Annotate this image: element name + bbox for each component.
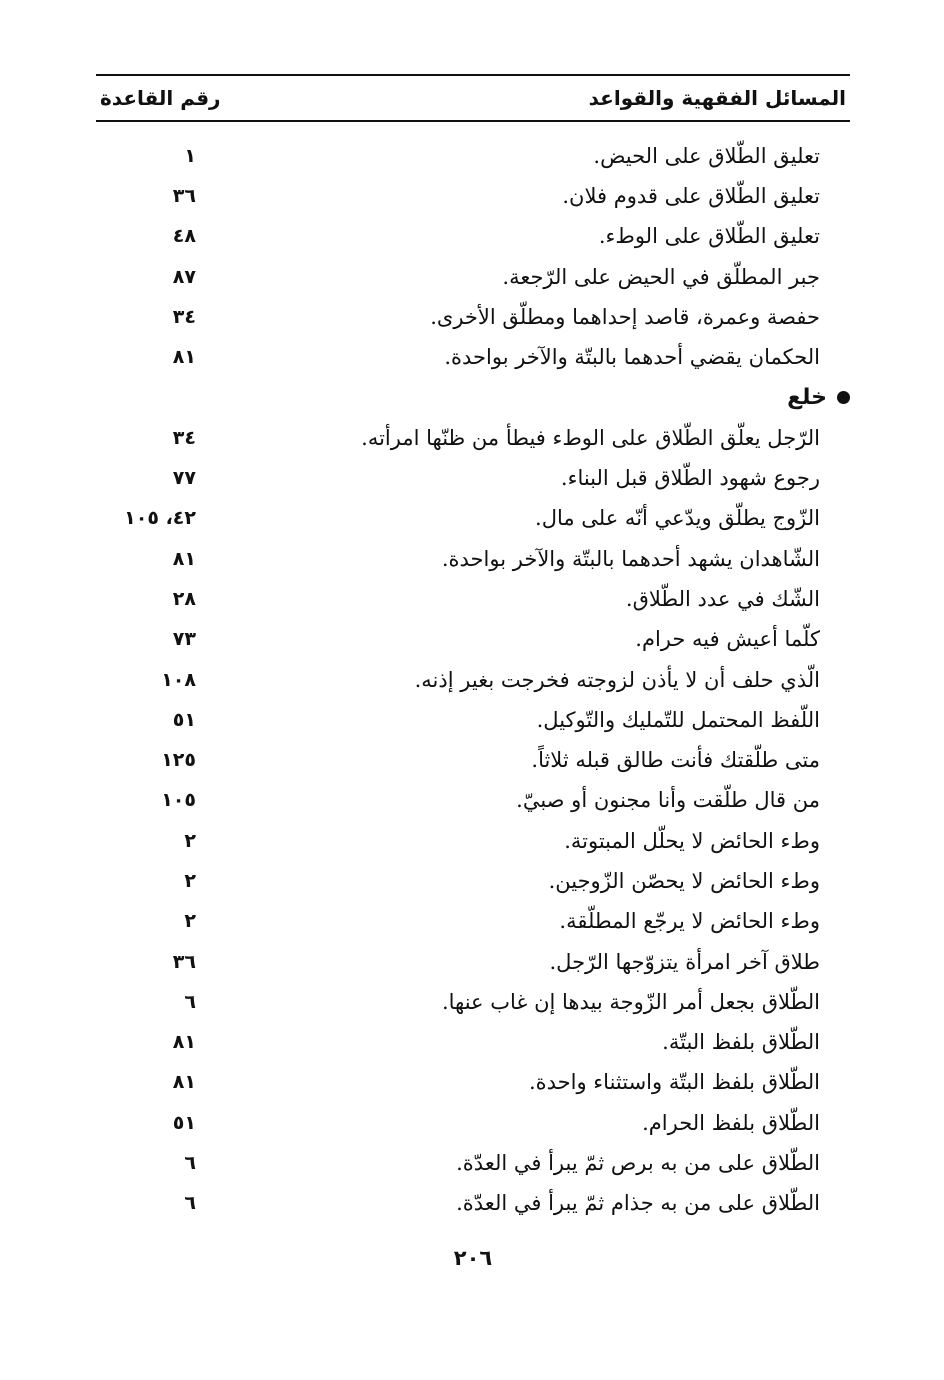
index-row (96, 176, 850, 216)
entry-text: الطّلاق بلفظ البتّة واستثناء واحدة. (528, 1070, 820, 1095)
entry-ref: ٢ (184, 910, 196, 933)
entry-text: طلاق آخر امرأة يتزوّجها الرّجل. (549, 949, 820, 974)
index-row (96, 781, 850, 821)
entry-ref: ٨١ (172, 1031, 196, 1054)
entry-ref: ١٠٨ (161, 668, 196, 691)
entry-text: تعليق الطّلاق على قدوم فلان. (562, 183, 820, 208)
entry-ref: ٤٨ (172, 225, 196, 248)
entry-text: الطّلاق بلفظ البتّة. (662, 1030, 820, 1055)
entry-ref: ٦ (184, 1152, 196, 1175)
entry-text: من قال طلّقت وأنا مجنون أو صبيّ. (516, 788, 820, 813)
bullet-icon (837, 391, 850, 404)
entry-text: كلّما أعيش فيه حرام. (635, 627, 820, 652)
index-row (96, 297, 850, 337)
entry-text: رجوع شهود الطّلاق قبل البناء. (560, 466, 820, 491)
entry-text: الطّلاق على من به برص ثمّ يبرأ في العدّة. (456, 1151, 820, 1176)
index-row (96, 217, 850, 257)
index-row (96, 942, 850, 982)
index-row (96, 620, 850, 660)
index-row (96, 1103, 850, 1143)
entry-text: الطّلاق بلفظ الحرام. (642, 1110, 820, 1135)
entry-ref: ٢ (184, 869, 196, 892)
entry-ref: ٢٨ (172, 587, 196, 610)
entry-text: الزّوج يطلّق ويدّعي أنّه على مال. (535, 506, 820, 531)
entry-text: وطء الحائض لا يرجّع المطلّقة. (559, 909, 820, 934)
entry-ref: ٦ (184, 1192, 196, 1215)
index-row (96, 861, 850, 901)
entry-ref: ٥١ (172, 1111, 196, 1134)
entry-ref: ٨١ (172, 1071, 196, 1094)
entry-ref: ٨١ (172, 547, 196, 570)
entry-text: وطء الحائض لا يحلّل المبتوتة. (564, 828, 820, 853)
entry-ref: ٧٧ (172, 467, 196, 490)
entry-text: تعليق الطّلاق على الوطء. (598, 224, 820, 249)
entry-ref: ٣٦ (172, 950, 196, 973)
index-row (96, 579, 850, 619)
entry-ref: ٢ (184, 829, 196, 852)
section-heading (96, 378, 850, 418)
entry-text: الرّجل يعلّق الطّلاق على الوطء فيطأ من ظنّها امرأته. (361, 425, 820, 450)
index-row (96, 458, 850, 498)
index-row (96, 257, 850, 297)
entry-text: حفصة وعمرة، قاصد إحداهما ومطلّق الأخرى. (430, 304, 820, 329)
index-row (96, 740, 850, 780)
entry-text: وطء الحائض لا يحصّن الزّوجين. (548, 868, 820, 893)
entry-text: اللّفظ المحتمل للتّمليك والتّوكيل. (536, 707, 820, 732)
entry-text: الحكمان يقضي أحدهما بالبتّة والآخر بواحدة. (444, 345, 820, 370)
running-header (96, 74, 850, 122)
entry-text: الطّلاق بجعل أمر الزّوجة بيدها إن غاب عنها. (441, 989, 820, 1014)
index-row (96, 418, 850, 458)
entry-ref: ٣٤ (172, 426, 196, 449)
document-page (96, 0, 850, 1380)
entry-ref: ١٠٥ (161, 789, 196, 812)
entry-ref: ١٢٥ (161, 749, 196, 772)
entry-ref: ٤٢، ١٠٥ (124, 507, 196, 530)
header-rule-column: رقم القاعدة (100, 86, 221, 110)
entry-ref: ١ (184, 144, 196, 167)
index-row (96, 1063, 850, 1103)
header-title: المسائل الفقهية والقواعد (588, 86, 846, 110)
entry-ref: ٨٧ (172, 265, 196, 288)
index-row (96, 660, 850, 700)
entry-ref: ٦ (184, 990, 196, 1013)
index-row (96, 337, 850, 377)
entry-text: متى طلّقتك فأنت طالق قبله ثلاثاً. (531, 748, 820, 773)
index-row (96, 539, 850, 579)
index-row (96, 700, 850, 740)
entry-text: الشّاهدان يشهد أحدهما بالبتّة والآخر بواحدة. (441, 546, 820, 571)
entry-text: جبر المطلّق في الحيض على الرّجعة. (502, 264, 820, 289)
index-row (96, 821, 850, 861)
index-row (96, 499, 850, 539)
index-row (96, 982, 850, 1022)
index-list (96, 136, 850, 1224)
index-row (96, 902, 850, 942)
entry-text: الشّك في عدد الطّلاق. (625, 586, 820, 611)
entry-ref: ٣٤ (172, 305, 196, 328)
index-row (96, 1023, 850, 1063)
index-row (96, 136, 850, 176)
section-heading-text: خلع (787, 385, 827, 411)
entry-text: تعليق الطّلاق على الحيض. (593, 143, 820, 168)
entry-ref: ٥١ (172, 708, 196, 731)
entry-ref: ٨١ (172, 346, 196, 369)
entry-text: الّذي حلف أن لا يأذن لزوجته فخرجت بغير إذنه. (414, 667, 820, 692)
page-number: ٢٠٦ (453, 1246, 493, 1270)
entry-ref: ٧٣ (172, 628, 196, 651)
index-row (96, 1143, 850, 1183)
entry-ref: ٣٦ (172, 184, 196, 207)
index-row (96, 1184, 850, 1224)
entry-text: الطّلاق على من به جذام ثمّ يبرأ في العدّة. (456, 1191, 820, 1216)
